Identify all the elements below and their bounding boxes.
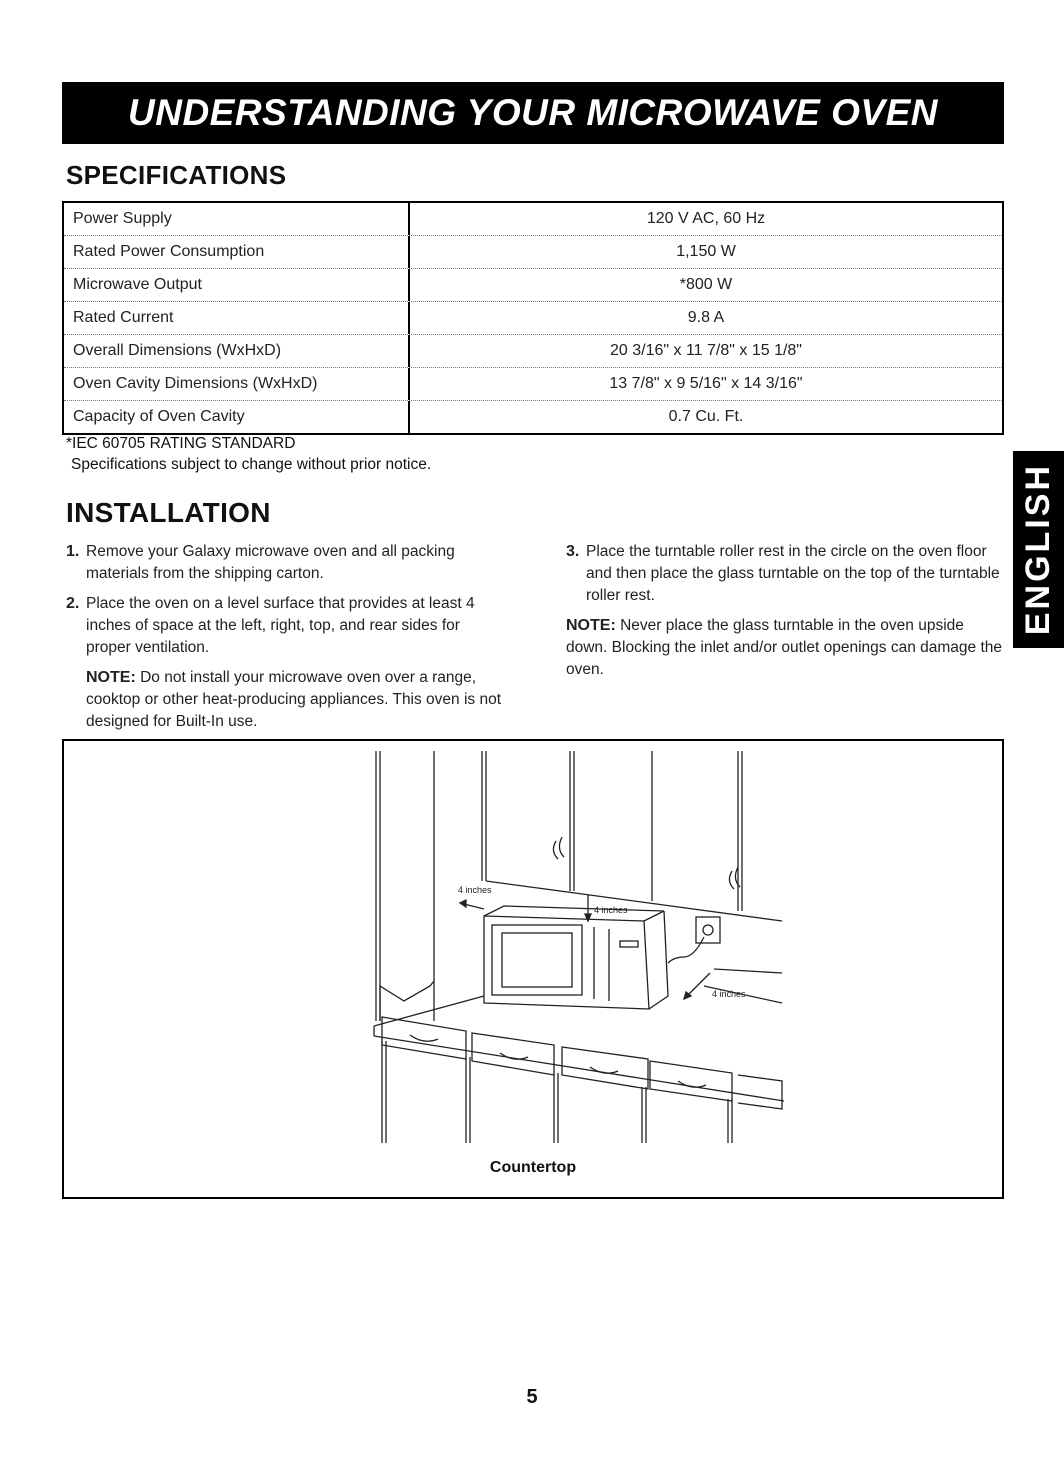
change-notice: Specifications subject to change without prior notice. bbox=[71, 456, 432, 473]
page-banner bbox=[62, 82, 1004, 144]
language-tab bbox=[1013, 451, 1064, 648]
spec-value: 120 V AC, 60 Hz bbox=[646, 210, 766, 227]
spec-value: 1,150 W bbox=[676, 243, 736, 260]
spec-label: Capacity of Oven Cavity bbox=[64, 401, 410, 433]
spec-value: 0.7 Cu. Ft. bbox=[668, 408, 744, 425]
clearance-markers bbox=[460, 895, 710, 999]
wall-outlet bbox=[668, 917, 720, 963]
table-row bbox=[64, 400, 1002, 433]
rear-clearance-label: 4 inches bbox=[712, 989, 746, 999]
specifications-table bbox=[62, 201, 1004, 435]
specifications-heading: SPECIFICATIONS bbox=[66, 160, 287, 190]
figure-caption: Countertop bbox=[489, 1159, 577, 1176]
spec-label: Rated Current bbox=[64, 302, 410, 334]
kitchen-illustration bbox=[64, 741, 1002, 1197]
note-text: Do not install your microwave oven over a range, cooktop or other heat-producing appliances. This oven is not designed for Built-In use. bbox=[86, 669, 502, 730]
step-text: Place the oven on a level surface that provides at least 4 inches of space at the left, right, top, and rear sides for proper ventilation. bbox=[86, 595, 475, 656]
spec-label: Overall Dimensions (WxHxD) bbox=[64, 335, 410, 367]
step-number: 1. bbox=[66, 543, 80, 560]
table-row bbox=[64, 367, 1002, 400]
installation-figure bbox=[62, 739, 1004, 1199]
rating-standard-note: *IEC 60705 RATING STANDARD bbox=[66, 435, 296, 452]
upper-cabinets bbox=[376, 751, 782, 1021]
table-row bbox=[64, 235, 1002, 268]
spec-value: *800 W bbox=[679, 276, 733, 293]
spec-value: 13 7/8" x 9 5/16" x 14 3/16" bbox=[609, 375, 803, 392]
list-item bbox=[66, 593, 506, 659]
language-tab-label: ENGLISH bbox=[1019, 463, 1057, 636]
page-number: 5 bbox=[526, 1386, 538, 1408]
banner-title: UNDERSTANDING YOUR MICROWAVE OVEN bbox=[128, 92, 938, 133]
installation-note bbox=[86, 667, 506, 733]
step-text: Remove your Galaxy microwave oven and all packing materials from the shipping carton. bbox=[86, 543, 455, 582]
note-text: Never place the glass turntable in the oven upside down. Blocking the inlet and/or outlet openings can damage the oven. bbox=[566, 617, 1003, 678]
spec-label: Microwave Output bbox=[64, 269, 410, 301]
microwave-oven bbox=[484, 906, 668, 1009]
table-row bbox=[64, 268, 1002, 301]
spec-label: Rated Power Consumption bbox=[64, 236, 410, 268]
list-item bbox=[66, 541, 506, 585]
installation-left-column bbox=[66, 541, 506, 733]
turntable-note bbox=[566, 615, 1006, 681]
lower-drawers bbox=[382, 1017, 782, 1109]
spec-footnotes bbox=[66, 433, 431, 475]
step-number: 3. bbox=[566, 543, 580, 560]
installation-heading: INSTALLATION bbox=[66, 497, 271, 528]
left-clearance-label: 4 inches bbox=[458, 885, 492, 895]
top-clearance-label: 4 inches bbox=[594, 905, 628, 915]
spec-label: Power Supply bbox=[64, 203, 410, 235]
installation-right-column bbox=[566, 541, 1006, 681]
table-row bbox=[64, 203, 1002, 235]
table-row bbox=[64, 301, 1002, 334]
step-text: Place the turntable roller rest in the circle on the oven floor and then place the glass turntable on the top of the turntable roller rest. bbox=[586, 543, 1000, 604]
spec-label: Oven Cavity Dimensions (WxHxD) bbox=[64, 368, 410, 400]
list-item bbox=[566, 541, 1006, 607]
spec-value: 9.8 A bbox=[687, 309, 725, 326]
lower-cabinets bbox=[382, 1041, 732, 1143]
table-row bbox=[64, 334, 1002, 367]
spec-value: 20 3/16" x 11 7/8" x 15 1/8" bbox=[610, 342, 802, 359]
note-label: NOTE: bbox=[86, 669, 136, 686]
step-number: 2. bbox=[66, 595, 80, 612]
note-label: NOTE: bbox=[566, 617, 616, 634]
